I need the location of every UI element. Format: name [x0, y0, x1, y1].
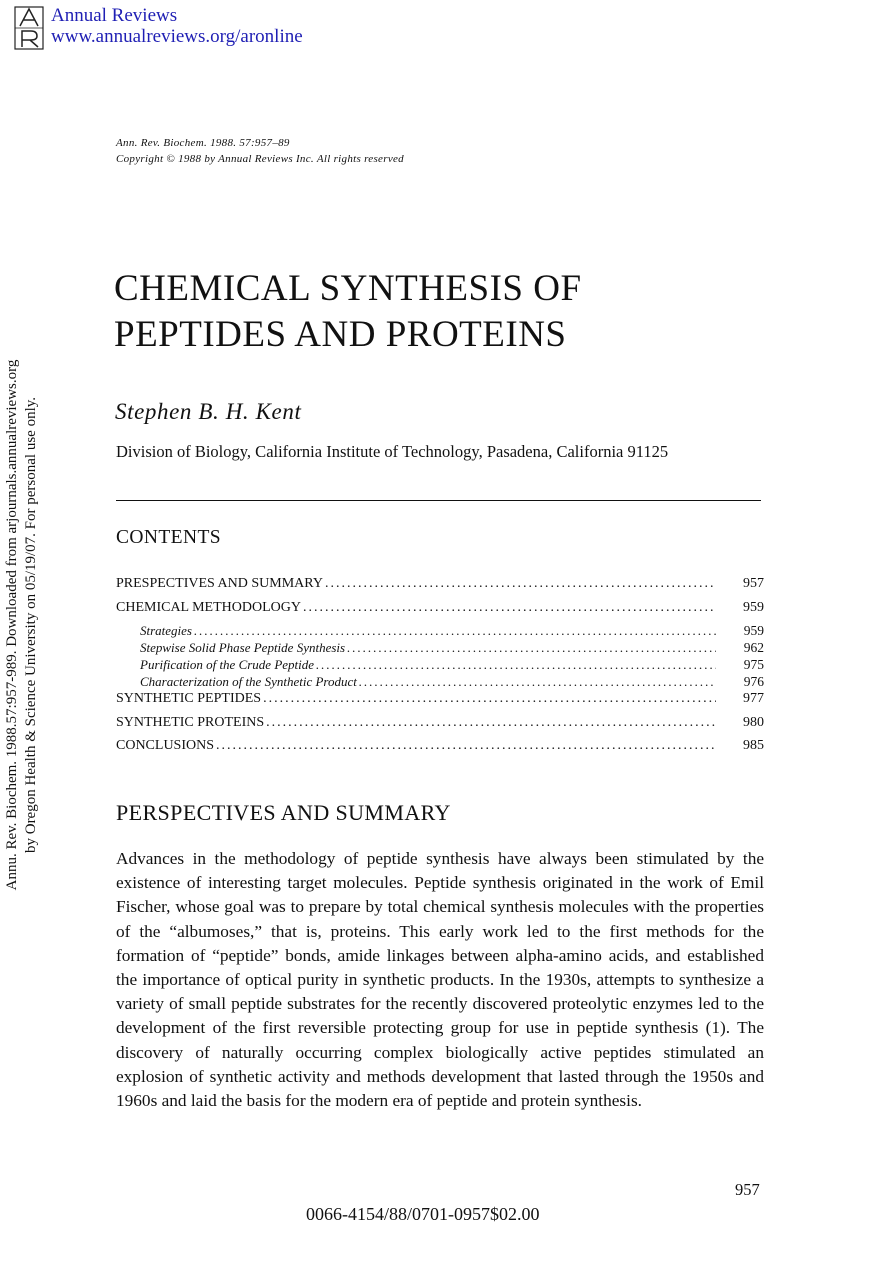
- article-title: [114, 266, 582, 358]
- toc-leader-dots: [316, 657, 716, 673]
- title-line-1: CHEMICAL SYNTHESIS OF: [114, 268, 582, 309]
- table-of-contents: [116, 576, 764, 762]
- toc-entry: [116, 691, 764, 715]
- download-notice-line2: by Oregon Health & Science University on 05/19/07. For personal use only.: [23, 396, 39, 854]
- toc-leader-dots: [194, 623, 716, 639]
- toc-entry-page: 975: [743, 657, 764, 672]
- url-link[interactable]: www.annualreviews.org/aronline: [51, 26, 303, 47]
- toc-entry: [116, 576, 764, 600]
- header-links: [51, 5, 303, 47]
- contents-heading: CONTENTS: [116, 527, 222, 548]
- toc-leader-dots: [347, 640, 716, 656]
- toc-leader-dots: [303, 600, 716, 616]
- toc-entry-label: SYNTHETIC PEPTIDES: [116, 691, 262, 706]
- toc-entry-page: 985: [743, 738, 764, 753]
- toc-entry-label: Strategies: [140, 623, 192, 638]
- page-number: 957: [735, 1180, 760, 1199]
- toc-entry-label: Purification of the Crude Peptide: [140, 657, 315, 672]
- toc-entry-page: 980: [743, 714, 764, 730]
- article-code: 0066-4154/88/0701-0957$02.00: [306, 1204, 540, 1224]
- download-notice-line1: Annu. Rev. Biochem. 1988.57:957-989. Downloaded from arjournals.annualreviews.org: [4, 359, 20, 891]
- toc-entry: [116, 623, 764, 640]
- toc-leader-dots: [266, 715, 716, 731]
- toc-entry-page: 959: [743, 599, 764, 615]
- toc-entry-label: Stepwise Solid Phase Peptide Synthesis: [140, 640, 346, 655]
- author-affiliation: Division of Biology, California Institute of Technology, Pasadena, California 91125: [116, 442, 669, 461]
- toc-entry: [116, 738, 764, 762]
- toc-leader-dots: [359, 674, 716, 690]
- toc-leader-dots: [325, 576, 716, 592]
- toc-entry: [116, 640, 764, 657]
- toc-entry-page: 976: [743, 674, 764, 689]
- toc-leader-dots: [216, 738, 716, 754]
- toc-entry-label: CONCLUSIONS: [116, 738, 215, 753]
- toc-entry-label: PRESPECTIVES AND SUMMARY: [116, 576, 323, 591]
- citation: [116, 135, 404, 167]
- download-notice: [3, 315, 53, 935]
- toc-entry-page: 962: [743, 640, 764, 655]
- toc-entry: [116, 715, 764, 739]
- toc-entry-label: SYNTHETIC PROTEINS: [116, 714, 265, 730]
- author-name: Stephen B. H. Kent: [115, 399, 302, 424]
- divider-rule: [116, 500, 761, 501]
- toc-entry-label: Characterization of the Synthetic Product: [140, 674, 357, 689]
- annual-reviews-logo: [14, 6, 44, 50]
- copyright-notice: Copyright © 1988 by Annual Reviews Inc. All rights reserved: [116, 153, 404, 165]
- toc-entry-page: 959: [743, 623, 764, 638]
- toc-leader-dots: [263, 691, 716, 707]
- title-line-2: PEPTIDES AND PROTEINS: [114, 314, 567, 355]
- section-heading: PERSPECTIVES AND SUMMARY: [116, 800, 451, 825]
- toc-entry: [116, 600, 764, 624]
- body-paragraph: Advances in the methodology of peptide synthesis have always been stimulated by the existence of interesting target molecules. Peptide synthesis originated in the work of Emil Fischer, whose goal was to prepare by total chemical synthesis molecules with the properties of the “albumoses,” that is, proteins. This early work led to the first methods for the formation of “peptide” bonds, amide linkages between alpha-amino acids, and established the importance of optical purity in synthetic products. In the 1930s, attempts to synthesize a variety of small peptide substrates for the recently discovered proteolytic enzymes led to the development of the first reversible protecting group for use in peptide synthesis (1). The discovery of naturally occurring complex biologically active peptides stimulated an explosion of synthetic activity and methods development that lasted through the 1950s and 1960s and laid the basis for the modern era of peptide and protein synthesis.: [116, 849, 764, 1111]
- toc-entry-label: CHEMICAL METHODOLOGY: [116, 599, 301, 615]
- toc-entry-page: 977: [743, 691, 764, 706]
- toc-entry: [116, 657, 764, 674]
- publisher-link[interactable]: Annual Reviews: [51, 5, 178, 26]
- journal-citation: Ann. Rev. Biochem. 1988. 57:957–89: [116, 137, 290, 149]
- toc-entry: [116, 674, 764, 691]
- toc-entry-page: 957: [743, 576, 764, 591]
